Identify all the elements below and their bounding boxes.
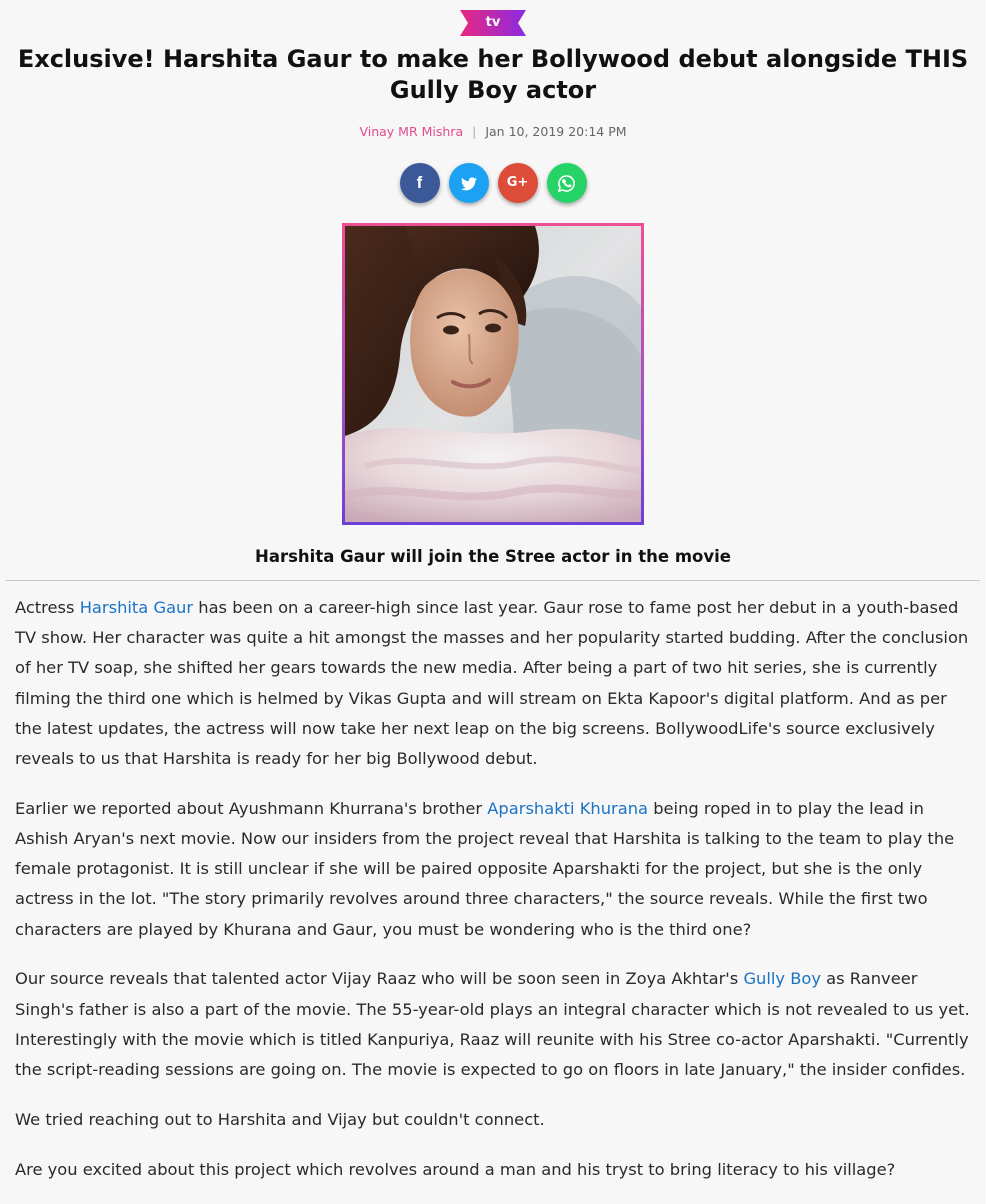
link-aparshakti-khurana[interactable]: Aparshakti Khurana <box>487 798 649 818</box>
caption-divider <box>6 580 980 581</box>
article-title: Exclusive! Harshita Gaur to make her Bollywood debut alongside THIS Gully Boy actor <box>17 45 969 104</box>
image-caption: Harshita Gaur will join the Stree actor in the movie <box>255 547 731 566</box>
google-plus-icon: G+ <box>506 175 529 190</box>
byline <box>0 124 986 140</box>
twitter-share-button[interactable] <box>449 163 489 203</box>
paragraph-2-text-a: Earlier we reported about Ayushmann Khurrana's brother <box>15 798 488 818</box>
paragraph-2 <box>15 794 973 945</box>
category-tag[interactable] <box>460 10 526 36</box>
byline-separator: | <box>472 124 477 139</box>
paragraph-3 <box>15 964 973 1085</box>
author-link[interactable]: Vinay MR Mishra <box>359 124 464 139</box>
publish-date: Jan 10, 2019 20:14 PM <box>485 124 627 139</box>
paragraph-1-text-a: Actress <box>15 598 80 617</box>
paragraph-2-text-b: being roped in to play the lead in Ashish Aryan's next movie. Now our insiders from the project reveal that Harshita is talking to the team to play the female protagonist. It is still unclear if she will be paired opposite Aparshakti for the project, but she is the only actress in the lot. "The story primarily revolves around three characters," the source reveals. While the first two characters are played by Khurana and Gaur, you must be wondering who is the third one? <box>15 798 955 939</box>
link-harshita-gaur[interactable]: Harshita Gaur <box>79 598 194 617</box>
whatsapp-share-button[interactable] <box>547 163 587 203</box>
facebook-share-button[interactable] <box>400 163 440 203</box>
google-plus-share-button[interactable] <box>498 163 538 203</box>
link-gully-boy[interactable]: Gully Boy <box>743 969 821 989</box>
paragraph-1-text-b: has been on a career-high since last year. Gaur rose to fame post her debut in a youth-based TV show. Her character was quite a hit amongst the masses and her popularity started budding. After the conclusion of her TV soap, she shifted her gears towards the new media. After being a part of two hit series, she is currently filming the third one which is helmed by Vikas Gupta and will stream on Ekta Kapoor's digital platform. And as per the latest updates, the actress will now take her next leap on the big screens. BollywoodLife's source exclusively reveals to us that Harshita is ready for her big Bollywood debut. <box>15 598 969 769</box>
facebook-icon: f <box>416 173 423 192</box>
paragraph-5: Are you excited about this project which revolves around a man and his tryst to bring literacy to his village? <box>15 1159 896 1179</box>
portrait-photo <box>345 226 641 522</box>
twitter-icon <box>461 177 477 191</box>
article-body <box>15 593 973 1204</box>
paragraph-1 <box>15 593 973 774</box>
paragraph-3-text-a: Our source reveals that talented actor Vijay Raaz who will be soon seen in Zoya Akhtar's <box>15 969 744 989</box>
whatsapp-icon <box>557 174 576 193</box>
paragraph-3-text-b: as Ranveer Singh's father is also a part of the movie. The 55-year-old plays an integral character which is not revealed to us yet. Interestingly with the movie which is titled Kanpuriya, Raaz will reunite with his Stree co-actor Aparshakti. "Currently the script-reading sessions are going on. The movie is expected to go on floors in late January," the insider confides. <box>15 969 970 1080</box>
paragraph-4: We tried reaching out to Harshita and Vijay but couldn't connect. <box>15 1109 545 1129</box>
category-label: tv <box>485 15 501 30</box>
article-hero-image <box>342 223 644 525</box>
share-bar <box>0 163 986 203</box>
